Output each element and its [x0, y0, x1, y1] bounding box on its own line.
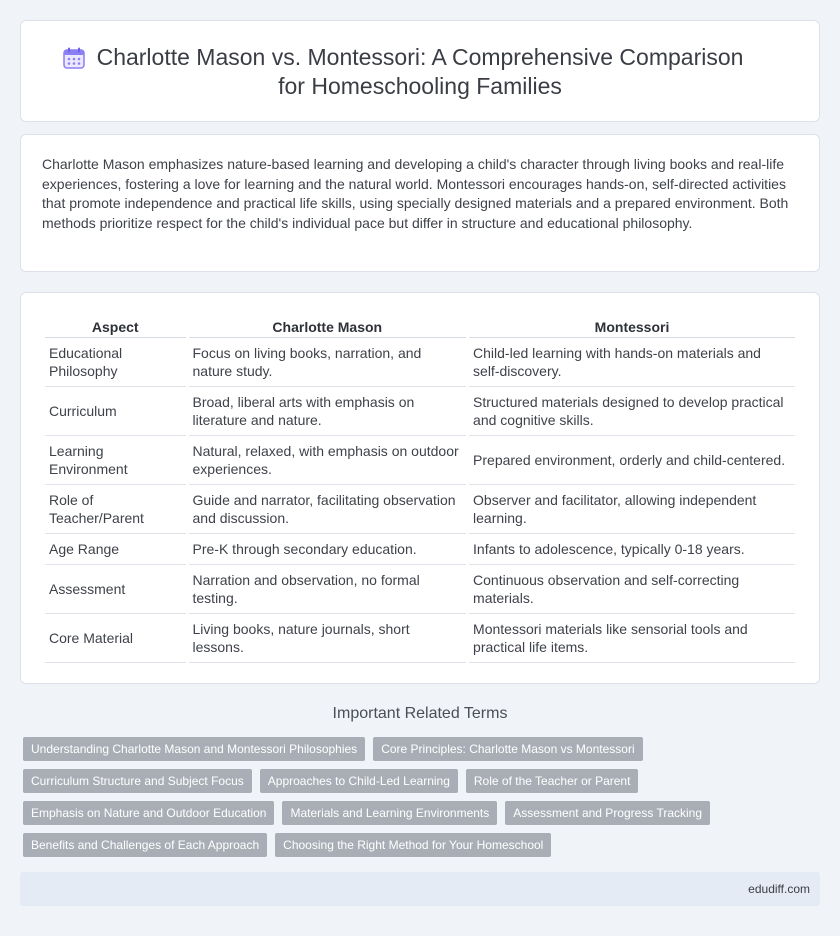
aspect-cell: Educational Philosophy	[45, 338, 186, 387]
related-term-tag[interactable]: Understanding Charlotte Mason and Montessori Philosophies	[23, 737, 365, 761]
table-row	[45, 387, 795, 436]
comparison-table-card	[20, 292, 820, 684]
related-term-tag[interactable]: Emphasis on Nature and Outdoor Education	[23, 801, 274, 825]
related-term-tag[interactable]: Materials and Learning Environments	[282, 801, 497, 825]
column-header-montessori: Montessori	[469, 313, 795, 338]
related-term-tag[interactable]: Assessment and Progress Tracking	[505, 801, 710, 825]
tag-row	[23, 769, 723, 793]
related-term-tag[interactable]: Curriculum Structure and Subject Focus	[23, 769, 252, 793]
charlotte-mason-cell: Living books, nature journals, short lessons.	[189, 614, 467, 663]
charlotte-mason-cell: Pre-K through secondary education.	[189, 534, 467, 565]
intro-paragraph: Charlotte Mason emphasizes nature-based learning and developing a child's character through living books and real-life experiences, fostering a love for learning and the natural world. Montessori encourages hands-on, self-directed activities that promote independence and practical life skills, using specially designed materials and a prepared environment. Both methods prioritize respect for the child's individual pace but differ in structure and educational philosophy.	[42, 156, 789, 231]
tag-row	[23, 833, 723, 857]
montessori-cell: Prepared environment, orderly and child-centered.	[469, 436, 795, 485]
table-row	[45, 565, 795, 614]
footer-site-link[interactable]: edudiff.com	[748, 882, 810, 896]
aspect-cell: Role of Teacher/Parent	[45, 485, 186, 534]
montessori-cell: Montessori materials like sensorial tools and practical life items.	[469, 614, 795, 663]
montessori-cell: Continuous observation and self-correcting materials.	[469, 565, 795, 614]
column-header-charlotte-mason: Charlotte Mason	[189, 313, 467, 338]
table-row	[45, 534, 795, 565]
footer-bar	[20, 872, 820, 906]
related-term-tag[interactable]: Core Principles: Charlotte Mason vs Montessori	[373, 737, 642, 761]
charlotte-mason-cell: Guide and narrator, facilitating observation and discussion.	[189, 485, 467, 534]
tag-row	[23, 737, 723, 761]
table-row	[45, 338, 795, 387]
montessori-cell: Structured materials designed to develop practical and cognitive skills.	[469, 387, 795, 436]
montessori-cell: Child-led learning with hands-on materials and self-discovery.	[469, 338, 795, 387]
related-term-tag[interactable]: Choosing the Right Method for Your Homeschool	[275, 833, 551, 857]
comparison-table	[42, 313, 798, 663]
charlotte-mason-cell: Natural, relaxed, with emphasis on outdoor experiences.	[189, 436, 467, 485]
page-title-line-1: Charlotte Mason vs. Montessori: A Comprehensive Comparison	[96, 44, 744, 70]
related-term-tag[interactable]: Approaches to Child-Led Learning	[260, 769, 458, 793]
montessori-cell: Observer and facilitator, allowing independent learning.	[469, 485, 795, 534]
charlotte-mason-cell: Focus on living books, narration, and nature study.	[189, 338, 467, 387]
aspect-cell: Age Range	[45, 534, 186, 565]
tag-row	[23, 801, 723, 825]
charlotte-mason-cell: Narration and observation, no formal testing.	[189, 565, 467, 614]
related-term-tag[interactable]: Role of the Teacher or Parent	[466, 769, 639, 793]
aspect-cell: Core Material	[45, 614, 186, 663]
table-row	[45, 485, 795, 534]
table-header-row	[45, 313, 795, 338]
related-terms-heading: Important Related Terms	[332, 705, 508, 722]
aspect-cell: Curriculum	[45, 387, 186, 436]
aspect-cell: Assessment	[45, 565, 186, 614]
aspect-cell: Learning Environment	[45, 436, 186, 485]
related-term-tag[interactable]: Benefits and Challenges of Each Approach	[23, 833, 267, 857]
header-card	[20, 20, 820, 122]
page-title-line-2: for Homeschooling Families	[278, 73, 562, 99]
charlotte-mason-cell: Broad, liberal arts with emphasis on literature and nature.	[189, 387, 467, 436]
related-terms-list	[23, 737, 723, 865]
table-row	[45, 614, 795, 663]
table-row	[45, 436, 795, 485]
column-header-aspect: Aspect	[45, 313, 186, 338]
montessori-cell: Infants to adolescence, typically 0-18 years.	[469, 534, 795, 565]
page-title	[21, 43, 819, 101]
intro-card	[20, 134, 820, 272]
